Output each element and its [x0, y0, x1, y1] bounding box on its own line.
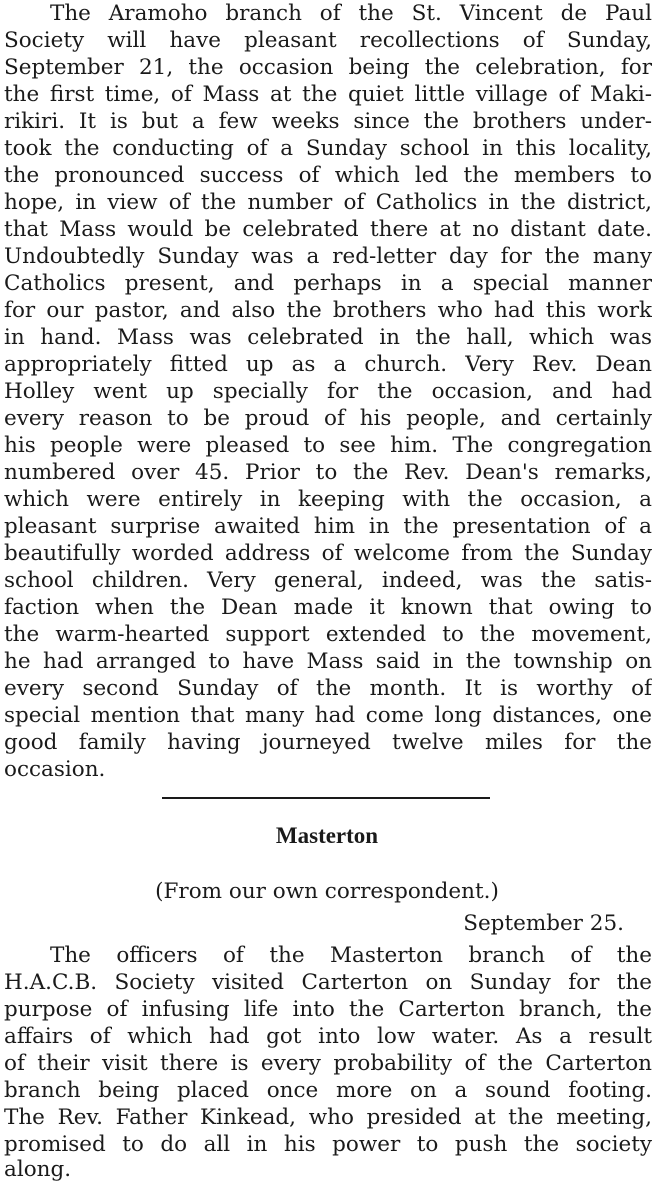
paragraph-line: appropriately fitted up as a church. Very Rev. Dean: [4, 352, 652, 377]
paragraph-line: good family having journeyed twelve miles for the: [4, 730, 652, 755]
paragraph-line: he had arranged to have Mass said in the township on: [4, 649, 652, 674]
paragraph-line: The Rev. Father Kinkead, who presided at the meeting,: [4, 1105, 652, 1130]
paragraph-line: faction when the Dean made it known that owing to: [4, 595, 652, 620]
paragraph-line: numbered over 45. Prior to the Rev. Dean's remarks,: [4, 460, 652, 485]
paragraph-line: his people were pleased to see him. The congregation: [4, 433, 652, 458]
section-heading: Masterton: [275, 823, 379, 848]
paragraph-line: branch being placed once more on a sound footing.: [4, 1078, 652, 1103]
paragraph-line: purpose of infusing life into the Carterton branch, the: [4, 997, 652, 1022]
paragraph-line: H.A.C.B. Society visited Carterton on Sunday for the: [4, 970, 652, 995]
section-divider: [162, 797, 490, 799]
paragraph-line: The Aramoho branch of the St. Vincent de Paul: [50, 1, 652, 26]
paragraph-line: that Mass would be celebrated there at no distant date.: [4, 217, 652, 242]
paragraph-line: special mention that many had come long distances, one: [4, 703, 652, 728]
paragraph-line: along.: [4, 1157, 72, 1182]
paragraph-line: the first time, of Mass at the quiet little village of Maki-: [4, 82, 652, 107]
paragraph-line: took the conducting of a Sunday school in this locality,: [4, 136, 652, 161]
paragraph-line: for our pastor, and also the brothers who had this work: [4, 298, 652, 323]
paragraph-line: pleasant surprise awaited him in the presentation of a: [4, 514, 652, 539]
paragraph-line: the warm-hearted support extended to the movement,: [4, 622, 652, 647]
paragraph-line: beautifully worded address of welcome from the Sunday: [4, 541, 652, 566]
paragraph-line: affairs of which had got into low water. As a result: [4, 1024, 652, 1049]
paragraph-line: Undoubtedly Sunday was a red-letter day for the many: [4, 244, 652, 269]
paragraph-line: hope, in view of the number of Catholics in the district,: [4, 190, 652, 215]
paragraph-line: September 21, the occasion being the celebration, for: [4, 55, 652, 80]
paragraph-line: in hand. Mass was celebrated in the hall, which was: [4, 325, 652, 350]
paragraph-line: which were entirely in keeping with the occasion, a: [4, 487, 652, 512]
paragraph-line: Catholics present, and perhaps in a special manner: [4, 271, 652, 296]
paragraph-line: every reason to be proud of his people, and certainly: [4, 406, 652, 431]
paragraph-line: of their visit there is every probability of the Carterton: [4, 1051, 652, 1076]
paragraph-line: Society will have pleasant recollections of Sunday,: [4, 28, 652, 53]
paragraph-line: school children. Very general, indeed, was the satis-: [4, 568, 652, 593]
paragraph-line: The officers of the Masterton branch of the: [50, 943, 652, 968]
paragraph-line: the pronounced success of which led the members to: [4, 163, 652, 188]
paragraph-line: every second Sunday of the month. It is worthy of: [4, 676, 652, 701]
paragraph-line: occasion.: [4, 757, 106, 782]
dateline: September 25.: [463, 911, 624, 936]
correspondent-note: (From our own correspondent.): [155, 879, 499, 904]
paragraph-line: Holley went up specially for the occasion, and had: [4, 379, 652, 404]
paragraph-line: rikiri. It is but a few weeks since the brothers under-: [4, 109, 652, 134]
paragraph-line: promised to do all in his power to push the society: [4, 1132, 652, 1157]
